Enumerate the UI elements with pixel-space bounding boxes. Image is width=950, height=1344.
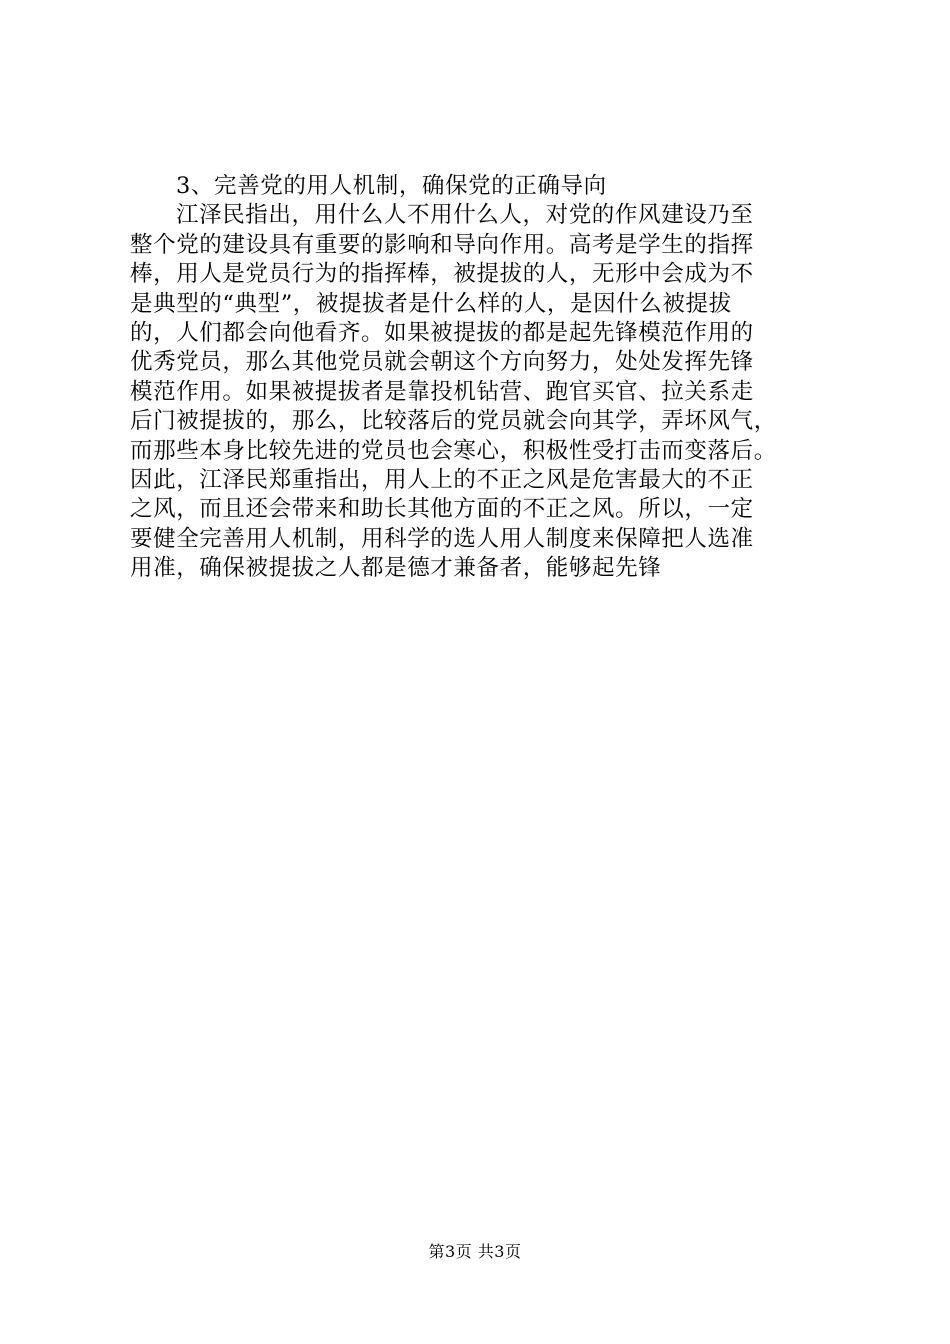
paragraph-line: 因此，江泽民郑重指出，用人上的不正之风是危害最大的不正 (130, 467, 754, 494)
paragraph-line: 江泽民指出，用什么人不用什么人，对党的作风建设乃至 (176, 202, 754, 229)
paragraph-line: 棒，用人是党员行为的指挥棒，被提拔的人，无形中会成为不 (130, 261, 754, 288)
paragraph-line: 模范作用。如果被提拔者是靠投机钻营、跑官买官、拉关系走 (130, 378, 754, 405)
paragraph-line: 是典型的“典型”，被提拔者是什么样的人，是因什么被提拔 (130, 290, 732, 317)
body-text (130, 172, 850, 584)
paragraph-line: 要健全完善用人机制，用科学的选人用人制度来保障把人选准 (130, 525, 754, 552)
paragraph-line: 优秀党员，那么其他党员就会朝这个方向努力，处处发挥先锋 (130, 349, 754, 376)
section-heading: 3、完善党的用人机制，确保党的正确导向 (176, 173, 607, 199)
paragraph-line: 用准，确保被提拔之人都是德才兼备者，能够起先锋 (130, 555, 662, 582)
paragraph-line: 后门被提拔的，那么，比较落后的党员就会向其学，弄坏风气， (130, 408, 777, 435)
paragraph-line: 的，人们都会向他看齐。如果被提拔的都是起先锋模范作用的 (130, 320, 754, 347)
page-footer (0, 1239, 950, 1262)
paragraph-line: 而那些本身比较先进的党员也会寒心，积极性受打击而变落后。 (130, 437, 777, 464)
paragraph-line: 整个党的建设具有重要的影响和导向作用。高考是学生的指挥 (130, 231, 754, 258)
paragraph-line: 之风，而且还会带来和助长其他方面的不正之风。所以，一定 (130, 496, 754, 523)
page-number: 第3页 共3页 (428, 1242, 522, 1261)
